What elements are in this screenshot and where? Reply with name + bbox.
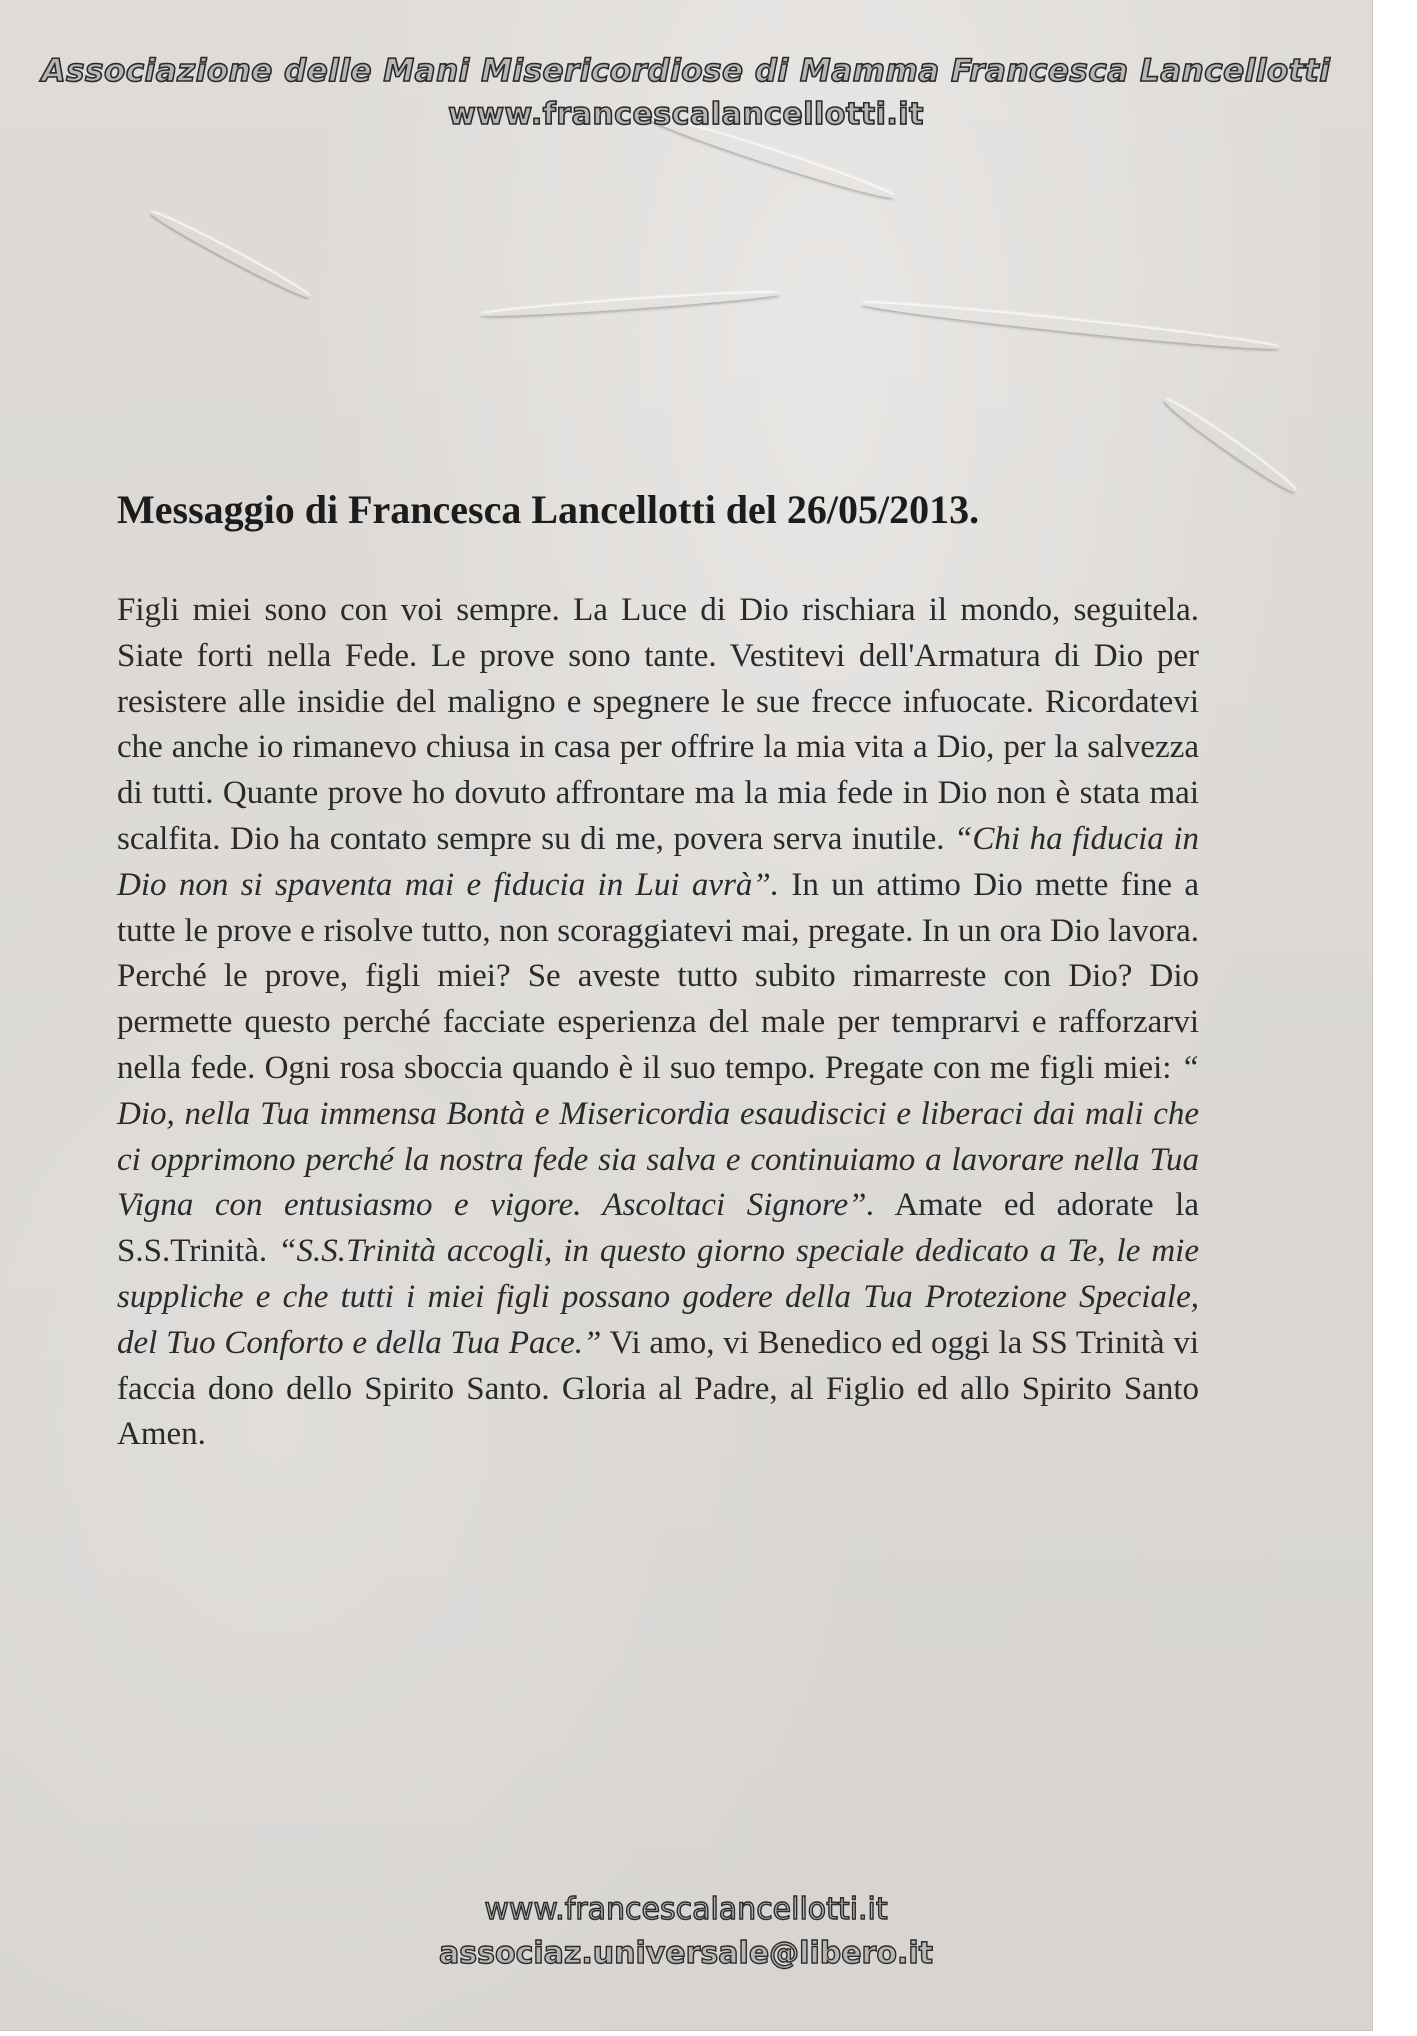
message-text: In un attimo Dio mette fine a tutte le prove e risolve tutto, non scoraggiatevi mai, pregate. In un ora Dio lavora. Perché le prove, figli miei? Se aveste tutto subito rimarreste con Dio? Dio permette questo perché facciate esperienza del male per temprarvi e rafforzarvi nella fede. Ogni rosa sboccia quando è il suo tempo. Pregate con me figli miei: bbox=[117, 866, 1199, 1086]
message-text: Amate ed adorate la S.S.Trinità. bbox=[117, 1187, 1200, 1270]
document-header bbox=[0, 48, 1372, 136]
document-footer bbox=[0, 1888, 1372, 1976]
emboss-texture bbox=[861, 298, 1280, 354]
message-body bbox=[117, 588, 1199, 1458]
header-website: www.francescalancellotti.it bbox=[448, 97, 924, 132]
message-title: Messaggio di Francesca Lancellotti del 26/05/2013. bbox=[117, 487, 980, 532]
footer-email: associaz.universale@libero.it bbox=[439, 1936, 933, 1971]
emboss-texture bbox=[1161, 395, 1299, 497]
footer-website: www.francescalancellotti.it bbox=[484, 1892, 888, 1927]
message-text: Figli miei sono con voi sempre. La Luce di Dio rischiara il mondo, seguitela. Siate forti nella Fede. Le prove sono tante. Vestitevi dell'Armatura di Dio per resistere alle insidie del maligno e spegnere le sue frecce infuocate. Ricordatevi che anche io rimanevo chiusa in casa per offrire la mia vita a Dio, per la salvezza di tutti. Quante prove ho dovuto affrontare ma la mia fede in Dio non è stata mai scalfita. Dio ha contato sempre su di me, povera serva inutile. bbox=[117, 592, 1199, 857]
emboss-texture bbox=[148, 208, 312, 301]
message-prayer: “ Dio, nella Tua immensa Bontà e Misericordia esaudiscici e liberaci dai mali che ci opprimono perché la nostra fede sia salva e continuiamo a lavorare nella Tua Vigna con entusiasmo e vigore. Ascoltaci Signore”. bbox=[117, 1049, 1199, 1224]
message-prayer: “S.S.Trinità accogli, in questo giorno speciale dedicato a Te, le mie suppliche e che tutti i miei figli possano godere della Tua Protezione Speciale, del Tuo Conforto e della Tua Pace.” bbox=[117, 1233, 1199, 1361]
emboss-texture bbox=[480, 290, 780, 320]
message-text: Vi amo, vi Benedico ed oggi la SS Trinità vi faccia dono dello Spirito Santo. Gloria al Padre, al Figlio ed allo Spirito Santo Amen. bbox=[117, 1324, 1199, 1453]
message-quote: “Chi ha fiducia in Dio non si spaventa mai e fiducia in Lui avrà”. bbox=[117, 820, 1200, 903]
association-name: Associazione delle Mani Misericordiose di Mamma Francesca Lancellotti bbox=[41, 53, 1331, 89]
